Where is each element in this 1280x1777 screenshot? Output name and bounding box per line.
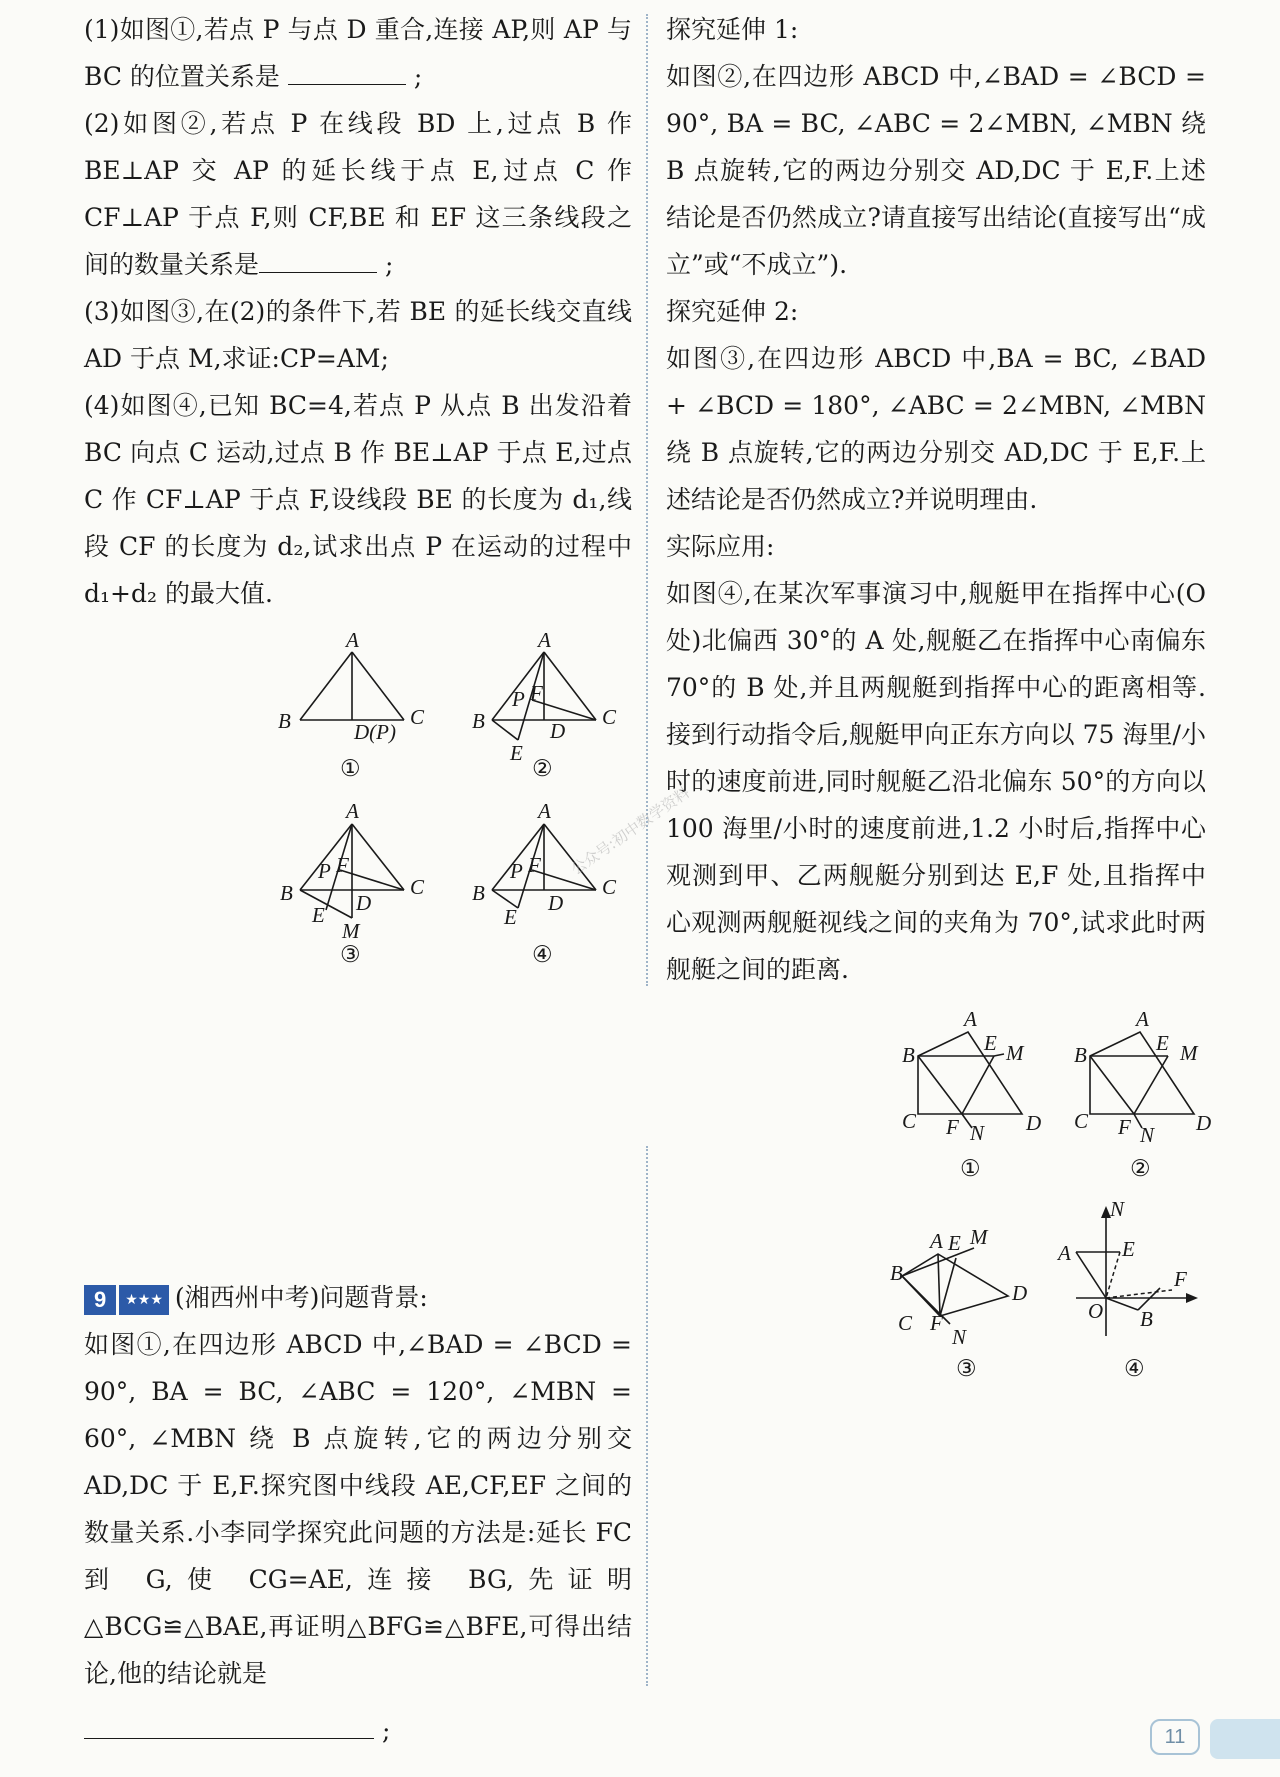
fig3-label-m: M (342, 919, 360, 943)
fig4-label-c: C (602, 875, 617, 899)
extension-2-body: 如图③,在四边形 ABCD 中,BA = BC, ∠BAD + ∠BCD = 180°, ∠ABC = 2∠MBN, ∠MBN 绕 B 点旋转,它的两边分别交 AD,DC 于 E,F.上述结论是否仍然成立?并说明理由. (666, 344, 1206, 514)
figure-1 (278, 628, 425, 781)
q9-figure-3 (890, 1225, 1027, 1381)
fig3-label-p: P (318, 859, 331, 883)
page-number: 11 (1150, 1719, 1200, 1755)
fig4-label-d: D (548, 891, 564, 915)
q9f4-label-e: E (1122, 1237, 1135, 1261)
fig4-number: ④ (532, 942, 553, 967)
left-figures (260, 628, 640, 984)
question-9-header (84, 1274, 632, 1321)
fig4-label-p: P (510, 859, 523, 883)
q9f3-label-a: A (930, 1229, 943, 1253)
answer-blank-9[interactable] (84, 1708, 374, 1739)
question-9-end: ; (381, 1716, 391, 1745)
extension-1-body: 如图②,在四边形 ABCD 中,∠BAD = ∠BCD = 90°, BA = BC, ∠ABC = 2∠MBN, ∠MBN 绕 B 点旋转,它的两边分别交 AD,DC 于 E,F.上述结论是否仍然成立?请直接写出结论(直接写出“成立”或“不成立”). (666, 62, 1206, 279)
fig2-number: ② (532, 756, 553, 781)
q9f4-label-n: N (1110, 1197, 1125, 1221)
question-9 (84, 1274, 632, 1754)
q9f1-label-a: A (964, 1007, 977, 1031)
answer-blank-2[interactable] (259, 242, 377, 273)
fig4-label-a: A (538, 799, 551, 823)
fig2-label-b: B (472, 709, 485, 733)
question-number-badge: 9 (84, 1285, 116, 1315)
application-title: 实际应用: (666, 532, 775, 561)
figure-4 (472, 799, 617, 967)
q9f2-label-n: N (1140, 1123, 1155, 1147)
q9f1-label-f: F (946, 1115, 959, 1139)
fig1-label-b: B (278, 709, 291, 733)
left-column (84, 6, 632, 617)
q9f4-label-b: B (1140, 1307, 1153, 1331)
right-column (666, 6, 1206, 993)
fig3-number: ③ (340, 942, 361, 967)
fig1-label-a: A (346, 628, 359, 652)
fig3-label-a: A (346, 799, 359, 823)
q9f3-label-d: D (1012, 1281, 1028, 1305)
column-divider-bottom (646, 1146, 648, 1686)
fig3-label-b: B (280, 881, 293, 905)
q9f3-label-e: E (948, 1231, 961, 1255)
question-3: (3)如图③,在(2)的条件下,若 BE 的延长线交直线 AD 于点 M,求证:CP=AM; (84, 297, 632, 373)
fig4-label-e: E (504, 905, 517, 929)
fig1-label-c: C (410, 705, 425, 729)
question-9-answer-line (84, 1707, 632, 1754)
q9f3-label-n: N (952, 1325, 967, 1349)
column-divider-top (646, 14, 648, 986)
fig4-label-f: F (528, 853, 541, 877)
q9f1-label-n: N (970, 1121, 985, 1145)
q9f3-number: ③ (956, 1356, 977, 1381)
fig4-label-b: B (472, 881, 485, 905)
q9f4-label-f: F (1174, 1267, 1187, 1291)
q9f1-label-c: C (902, 1109, 917, 1133)
extension-2-title: 探究延伸 2: (666, 297, 799, 326)
q9f2-label-e: E (1156, 1031, 1169, 1055)
fig2-label-e: E (510, 741, 523, 765)
q9f3-label-f: F (930, 1311, 943, 1335)
fig3-label-e: E (312, 903, 325, 927)
application-body: 如图④,在某次军事演习中,舰艇甲在指挥中心(O 处)北偏西 30°的 A 处,舰艇乙在指挥中心南偏东 70°的 B 处,并且两舰艇到指挥中心的距离相等.接到行动指令后,舰艇甲向正东方向以 75 海里/小时的速度前进,同时舰艇乙沿北偏东 50°的方向以 100 海里/小时的速度前进,1.2 小时后,指挥中心观测到甲、乙两舰艇分别到达 E,F 处,且指挥中心观测两舰艇视线之间的夹角为 70°,试求此时两舰艇之间的距离. (666, 579, 1206, 984)
q9f2-label-b: B (1074, 1043, 1087, 1067)
fig3-label-d: D (356, 891, 372, 915)
question-1 (84, 6, 632, 100)
difficulty-stars-icon: ★★★ (119, 1285, 169, 1315)
question-1-text: (1)如图①,若点 P 与点 D 重合,连接 AP,则 AP 与 BC 的位置关系是 (84, 15, 632, 91)
q9f2-label-a: A (1136, 1007, 1149, 1031)
figure-3 (280, 799, 425, 967)
q9-figure-1 (902, 1007, 1041, 1181)
q9f3-label-m: M (970, 1225, 988, 1249)
q9f2-label-c: C (1074, 1109, 1089, 1133)
fig2-label-p: P (512, 687, 525, 711)
extension-1-title: 探究延伸 1: (666, 15, 799, 44)
q9f4-label-a: A (1058, 1241, 1071, 1265)
q9f4-number: ④ (1124, 1356, 1145, 1381)
q9f2-label-d: D (1196, 1111, 1212, 1135)
fig2-label-a: A (538, 628, 551, 652)
page-edge-tab (1210, 1719, 1280, 1759)
question-2 (84, 100, 632, 288)
watermark: 公众号:初中数学资料 (567, 783, 693, 879)
question-2-text: (2)如图②,若点 P 在线段 BD 上,过点 B 作 BE⊥AP 交 AP 的延长线于点 E,过点 C 作 CF⊥AP 于点 F,则 CF,BE 和 EF 这三条线段之间的数量关系是 (84, 109, 632, 279)
q9f1-number: ① (960, 1156, 981, 1181)
fig2-label-c: C (602, 705, 617, 729)
fig3-label-c: C (410, 875, 425, 899)
q9f1-label-b: B (902, 1043, 915, 1067)
question-4: (4)如图④,已知 BC=4,若点 P 从点 B 出发沿着 BC 向点 C 运动,过点 B 作 BE⊥AP 于点 E,过点 C 作 CF⊥AP 于点 F,设线段 BE 的长度为 d₁,线段 CF 的长度为 d₂,试求出点 P 在运动的过程中 d₁+d₂ 的最大值. (84, 391, 632, 608)
q9f2-label-f: F (1118, 1115, 1131, 1139)
fig2-label-f: F (530, 681, 543, 705)
q9f1-label-d: D (1026, 1111, 1042, 1135)
q9f2-label-m: M (1180, 1041, 1198, 1065)
question-1-end: ; (413, 62, 423, 91)
q9f3-label-c: C (898, 1311, 913, 1335)
fig3-label-f: F (336, 853, 349, 877)
right-figures (880, 1004, 1220, 1394)
fig1-label-dp: D(P) (354, 720, 396, 744)
fig1-number: ① (340, 756, 361, 781)
answer-blank-1[interactable] (288, 54, 406, 85)
q9f1-label-m: M (1006, 1041, 1024, 1065)
q9f3-label-b: B (890, 1261, 903, 1285)
question-2-end: ; (384, 250, 394, 279)
q9f4-label-o: O (1088, 1299, 1104, 1323)
q9f2-number: ② (1130, 1156, 1151, 1181)
q9-figure-2 (1074, 1007, 1211, 1181)
q9f1-label-e: E (984, 1031, 997, 1055)
figure-2 (472, 628, 617, 781)
fig2-label-d: D (550, 719, 566, 743)
q9-figure-4 (1056, 1197, 1198, 1381)
question-9-body: 如图①,在四边形 ABCD 中,∠BAD = ∠BCD = 90°, BA = BC, ∠ABC = 120°, ∠MBN = 60°, ∠MBN 绕 B 点旋转,它的两边分别交 AD,DC 于 E,F.探究图中线段 AE,CF,EF 之间的数量关系.小李同学探究此问题的方法是:延长 FC 到 G,使 CG=AE,连接 BG,先证明△BCG≌△BAE,再证明△BFG≌△BFE,可得出结论,他的结论就是 (84, 1330, 632, 1688)
question-9-source: (湘西州中考)问题背景: (174, 1283, 428, 1312)
